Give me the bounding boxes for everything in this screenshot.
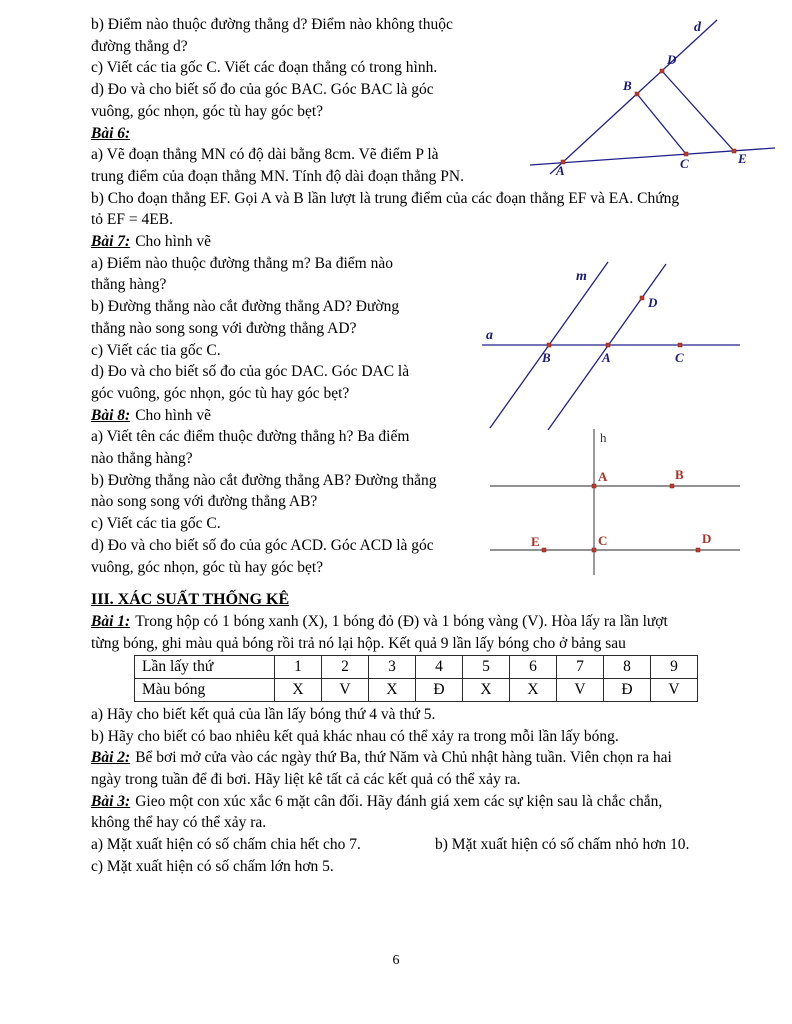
bai7-d-line1: d) Đo và cho biết số đo của góc DAC. Góc DAC là [91,363,410,381]
point-E-label: E [738,151,747,166]
bai2-line1 [91,747,705,769]
attempt-cell: 6 [510,656,557,679]
point-A-label: A [598,469,608,484]
segment-BC [637,94,686,154]
bai6-a-line2: trung điểm của đoạn thẳng MN. Tính độ dài đoạn thẳng PN. [91,167,464,185]
attempt-cell: 3 [369,656,416,679]
bai3-line2: không thể hay có thể xảy ra. [91,814,267,832]
bai2-label: Bài 2: [91,749,131,767]
line-h-label: h [600,430,607,445]
color-cell: Đ [416,679,463,702]
statistics-heading-text: III. XÁC SUẤT THỐNG KÊ [91,591,290,609]
point-B [670,484,674,488]
statistics-section-heading [91,589,705,611]
item-b-line1: b) Điểm nào thuộc đường thẳng d? Điểm nào không thuộc [91,16,453,33]
item-c: c) Viết các tia gốc C. Viết các đoạn thẳng có trong hình. [91,59,438,77]
bai3-line1 [91,791,705,813]
line-d [550,20,717,174]
point-A [592,484,596,488]
color-cell: X [275,679,322,702]
attempt-cell: 7 [557,656,604,679]
bai3-text1: Gieo một con xúc xắc 6 mặt cân đối. Hãy đánh giá xem các sự kiện sau là chắc chắn, [135,792,663,810]
segment-DE [662,71,734,151]
bai8-b-line2: nào song song với đường thẳng AB? [91,493,318,511]
color-cell: X [369,679,416,702]
bai6-a-line1: a) Vẽ đoạn thẳng MN có độ dài bằng 8cm. Vẽ điểm P là [91,146,439,164]
point-A-label: A [556,163,565,177]
bai6-label: Bài 6: [91,124,131,142]
bai7-b-line2: thẳng nào song song với đường thẳng AD? [91,319,357,337]
bai7-a-line1: a) Điểm nào thuộc đường thẳng m? Ba điểm nào [91,254,393,272]
attempt-cell: 2 [322,656,369,679]
bai2-text1: Bể bơi mở cửa vào các ngày thứ Ba, thứ Năm và Chủ nhật hàng tuần. Viên chọn ra hai [135,749,672,767]
table-row-attempt [135,656,698,679]
item-d-line2: vuông, góc nhọn, góc tù hay góc bẹt? [91,102,324,120]
point-B [547,343,551,347]
bai7-d-line2: góc vuông, góc nhọn, góc tù hay góc bẹt? [91,384,350,402]
point-E [542,548,546,552]
point-B-label: B [542,350,551,365]
bai7-heading [91,231,705,253]
point-C-label: C [680,156,689,171]
attempt-row-label: Lần lấy thứ [135,656,275,679]
line-m-label: m [576,269,587,284]
attempt-cell: 1 [275,656,322,679]
bai3-ab-row [91,834,705,856]
bai7-label: Bài 7: [91,233,131,251]
point-E [732,149,736,153]
bai3-c: c) Mặt xuất hiện có số chấm lớn hơn 5. [91,857,334,875]
bai1-line1 [91,611,705,633]
item-d-line1: d) Đo và cho biết số đo của góc BAC. Góc BAC là góc [91,81,434,99]
table-row-color [135,679,698,702]
bai1-a: a) Hãy cho biết kết quả của lần lấy bóng thứ 4 và thứ 5. [91,705,436,723]
bai8-b-line1: b) Đường thẳng nào cắt đường thẳng AB? Đường thẳng [91,471,437,489]
attempt-cell: 8 [604,656,651,679]
color-cell: Đ [604,679,651,702]
point-D-label: D [702,531,712,546]
line-a-label: a [486,328,493,343]
point-D-label: D [667,52,677,67]
point-A-label: A [602,350,611,365]
bai8-d-line2: vuông, góc nhọn, góc tù hay góc bẹt? [91,558,324,576]
figure-line-h-grid [488,423,746,581]
bai3-a: a) Mặt xuất hiện có số chấm chia hết cho 7. [91,836,361,854]
point-B [635,92,639,96]
color-cell: X [463,679,510,702]
point-B-label: B [623,78,632,93]
point-A [606,343,610,347]
bai3-b: b) Mặt xuất hiện có số chấm nhỏ hơn 10. [435,836,690,854]
color-row-label: Màu bóng [135,679,275,702]
color-cell: X [510,679,557,702]
point-C-label: C [598,533,608,548]
bai8-a-line2: nào thẳng hàng? [91,450,193,468]
bai6-b-line2: tỏ EF = 4EB. [91,211,173,229]
line-d-label: d [694,20,701,35]
item-b-line2: đường thẳng d? [91,37,188,55]
point-D-label: D [648,295,658,310]
color-cell: V [322,679,369,702]
color-cell: V [557,679,604,702]
bai8-d-line1: d) Đo và cho biết số đo của góc ACD. Góc ACD là góc [91,536,434,554]
page-number: 6 [392,953,400,968]
bai7-intro: Cho hình vẽ [135,233,211,251]
point-C-label: C [675,350,684,365]
point-C [678,343,682,347]
figure-parallel-lines [478,255,746,437]
point-D [696,548,700,552]
point-E-label: E [531,534,540,549]
bai7-c: c) Viết các tia gốc C. [91,341,221,359]
attempt-cell: 5 [463,656,510,679]
attempt-cell: 9 [651,656,698,679]
point-C [592,548,596,552]
bai3-label: Bài 3: [91,792,131,810]
point-B-label: B [675,467,684,482]
ball-draw-results-table [134,655,698,701]
bai8-intro: Cho hình vẽ [135,406,211,424]
bai1-b: b) Hãy cho biết có bao nhiêu kết quả khác nhau có thể xảy ra trong mỗi lần lấy bóng. [91,727,619,745]
bai8-a-line1: a) Viết tên các điểm thuộc đường thẳng h? Ba điểm [91,428,410,446]
bai1-line2: từng bóng, ghi màu quả bóng rồi trả nó lại hộp. Kết quả 9 lần lấy bóng cho ở bảng sau [91,634,626,652]
bai2-line2: ngày trong tuần để đi bơi. Hãy liệt kê tất cả các kết quả có thể xảy ra. [91,770,521,788]
point-D [640,296,644,300]
color-cell: V [651,679,698,702]
attempt-cell: 4 [416,656,463,679]
bai7-a-line2: thẳng hàng? [91,276,167,294]
figure-triangle-line-d [525,11,780,177]
bai8-c: c) Viết các tia gốc C. [91,515,221,533]
bai7-b-line1: b) Đường thẳng nào cắt đường thẳng AD? Đường [91,298,400,316]
bai1-label: Bài 1: [91,612,131,630]
bai1-text1: Trong hộp có 1 bóng xanh (X), 1 bóng đỏ (Đ) và 1 bóng vàng (V). Hòa lấy ra lần lượt [135,612,668,630]
bai6-b-line1: b) Cho đoạn thẳng EF. Gọi A và B lần lượt là trung điểm của các đoạn thẳng EF và EA. Chứng [91,189,680,207]
point-D [660,69,664,73]
bai8-label: Bài 8: [91,406,131,424]
